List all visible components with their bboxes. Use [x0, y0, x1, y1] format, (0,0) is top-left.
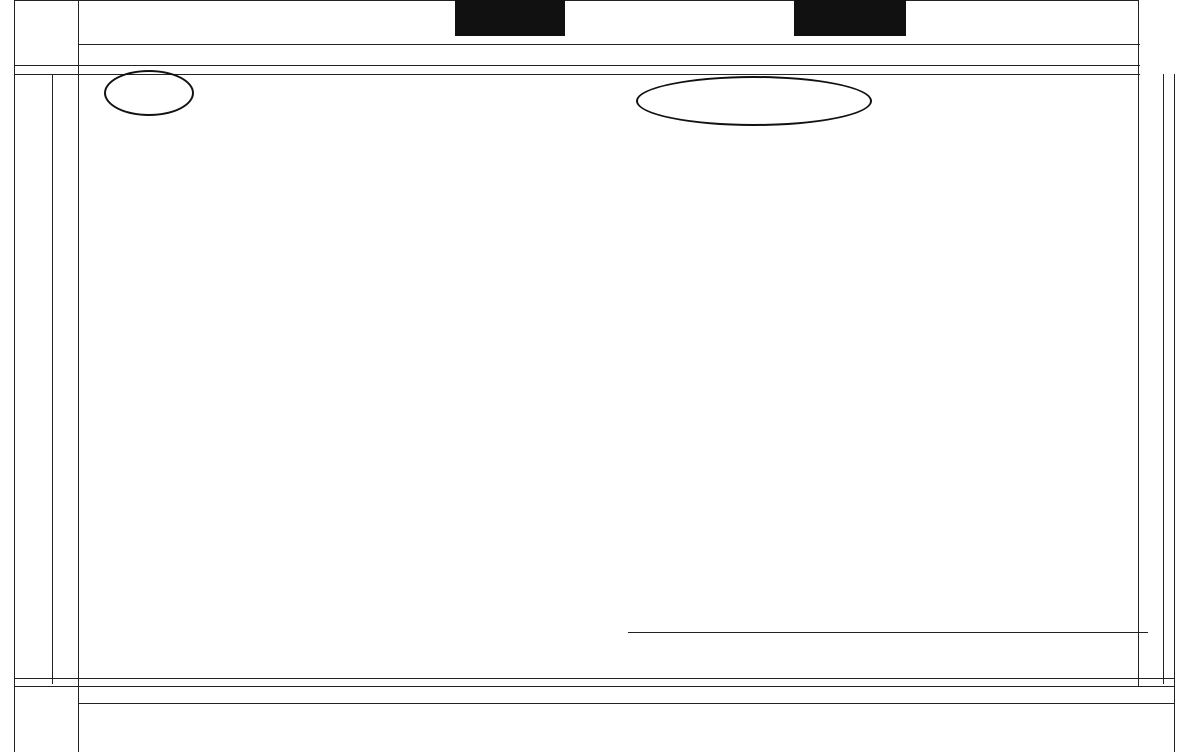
include-circle [104, 70, 194, 116]
punched-notch-block [455, 0, 565, 36]
right-border [1138, 0, 1139, 686]
bottom-border [78, 703, 1174, 704]
note-oval [636, 76, 872, 126]
top-border [78, 44, 1140, 45]
left-border [78, 0, 79, 752]
punched-notch-block [794, 0, 906, 36]
